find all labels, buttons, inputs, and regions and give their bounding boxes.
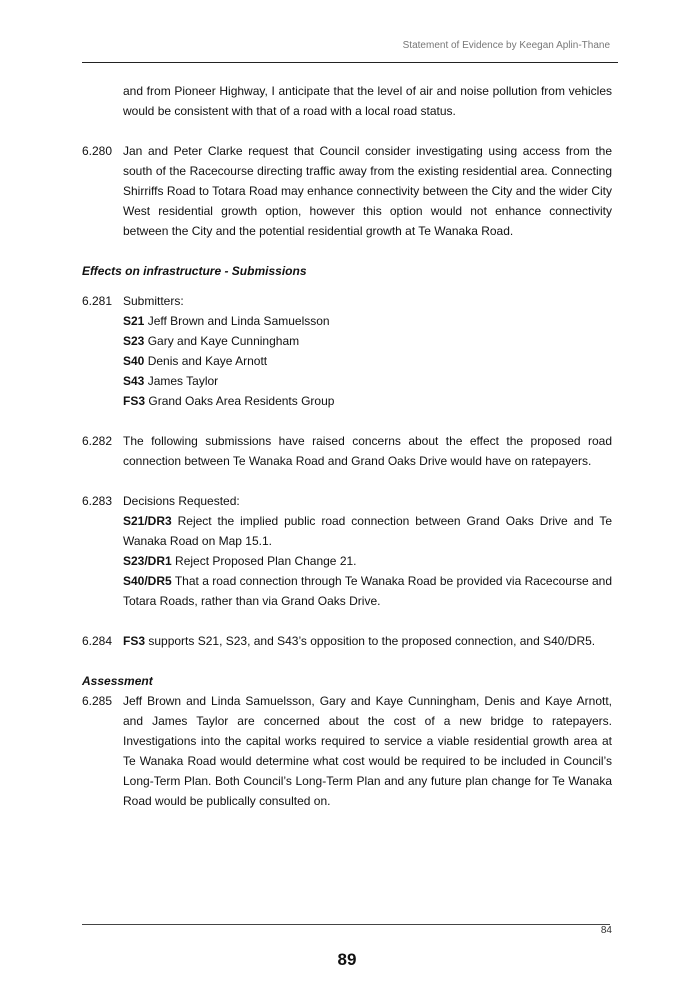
paragraph-text: and from Pioneer Highway, I anticipate that the level of air and noise pollution from vehicles would be consistent with that of a road with a local road status. bbox=[123, 84, 612, 118]
paragraph-text: The following submissions have raised concerns about the effect the proposed road connection between Te Wanaka Road and Grand Oaks Drive would have on ratepayers. bbox=[123, 434, 612, 468]
paragraph-6-285 bbox=[82, 691, 612, 811]
paragraph-6-284 bbox=[82, 631, 612, 651]
paragraph-number: 6.281 bbox=[82, 294, 113, 308]
paragraph-text: supports S21, S23, and S43’s opposition to the proposed connection, and S40/DR5. bbox=[148, 634, 596, 648]
paragraph-6-281 bbox=[82, 291, 612, 411]
submitter-code: FS3 bbox=[123, 634, 146, 648]
paragraph-number: 6.284 bbox=[82, 634, 113, 648]
decisions-label: Decisions Requested: bbox=[123, 494, 240, 508]
section-heading-infrastructure: Effects on infrastructure - Submissions bbox=[82, 264, 307, 278]
paragraph-6-282 bbox=[82, 431, 612, 471]
submitters-label: Submitters: bbox=[123, 294, 184, 308]
page-number: 84 bbox=[600, 925, 612, 936]
section-heading-assessment: Assessment bbox=[82, 674, 153, 688]
decision-item: S23/DR1 Reject Proposed Plan Change 21. bbox=[123, 554, 357, 568]
header-rule bbox=[82, 62, 618, 63]
paragraph-continued bbox=[82, 81, 612, 121]
paragraph-text: Jan and Peter Clarke request that Council consider investigating using access from the south of the Racecourse directing traffic away from the existing residential area. Connecting Shirriffs Road to Totara Road may enhance connectivity between the City and the wider City West residential growth option, however this option would not enhance connectivity between the City and the potential residential growth at Te Wanaka Road. bbox=[123, 144, 612, 238]
paragraph-number: 6.283 bbox=[82, 494, 113, 508]
document-body bbox=[82, 81, 612, 811]
decision-item: S40/DR5 That a road connection through Te Wanaka Road be provided via Racecourse and Totara Roads, rather than via Grand Oaks Drive. bbox=[123, 574, 612, 608]
paragraph-number: 6.280 bbox=[82, 144, 113, 158]
running-header: Statement of Evidence by Keegan Aplin-Thane bbox=[402, 40, 610, 51]
submitter-item: S43 James Taylor bbox=[123, 374, 219, 388]
submitter-item: S23 Gary and Kaye Cunningham bbox=[123, 334, 300, 348]
decision-item: S21/DR3 Reject the implied public road connection between Grand Oaks Drive and Te Wanaka Road on Map 15.1. bbox=[123, 514, 612, 548]
paragraph-6-280 bbox=[82, 141, 612, 241]
paragraph-text: Jeff Brown and Linda Samuelsson, Gary and Kaye Cunningham, Denis and Kaye Arnott, and James Taylor are concerned about the cost of a new bridge to ratepayers. Investigations into the capital works required to service a viable residential growth area at Te Wanaka Road would determine what cost would be required to be included in Council’s Long-Term Plan. Both Council’s Long-Term Plan and any future plan change for Te Wanaka Road would be publically consulted on. bbox=[123, 694, 612, 808]
footer-rule bbox=[82, 924, 610, 925]
document-page-stamp: 89 bbox=[337, 950, 357, 969]
submitter-item: FS3 Grand Oaks Area Residents Group bbox=[123, 394, 335, 408]
submitter-item: S21 Jeff Brown and Linda Samuelsson bbox=[123, 314, 330, 328]
paragraph-number: 6.282 bbox=[82, 434, 113, 448]
paragraph-number: 6.285 bbox=[82, 694, 113, 708]
paragraph-6-283 bbox=[82, 491, 612, 611]
submitter-item: S40 Denis and Kaye Arnott bbox=[123, 354, 268, 368]
